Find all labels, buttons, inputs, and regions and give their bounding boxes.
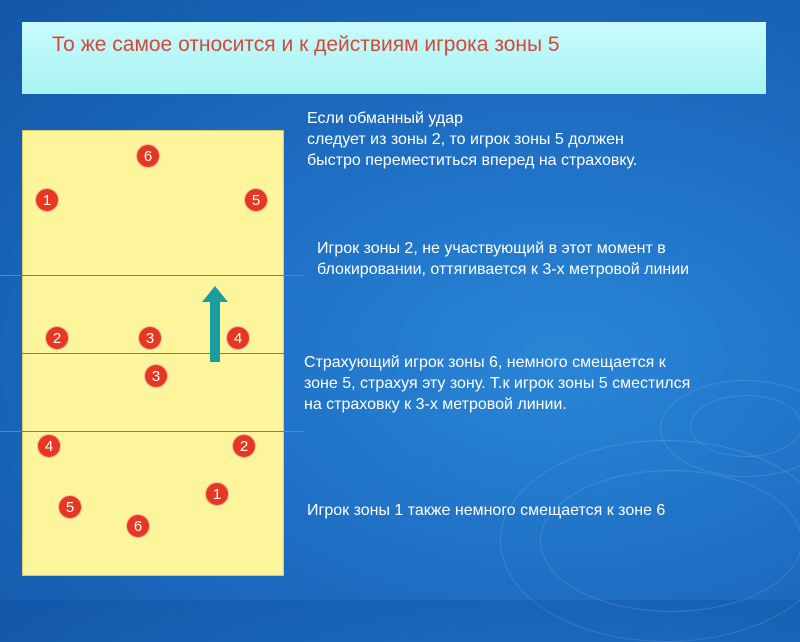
player-marker: 4: [227, 327, 249, 349]
title-banner: [22, 22, 766, 94]
player-marker: 1: [36, 189, 58, 211]
player-marker: 6: [137, 145, 159, 167]
player-marker: 3: [139, 327, 161, 349]
note-zone6-player: Страхующий игрок зоны 6, немного смещается к зоне 5, страхуя эту зону. Т.к игрок зоны 5 сместился на страховку к 3-х метровой линии.: [304, 354, 691, 413]
note-dump-shot: Если обманный удар следует из зоны 2, то игрок зоны 5 должен быстро переместиться вперед на страховку.: [307, 110, 638, 169]
slide-title: То же самое относится и к действиям игрока зоны 5: [52, 33, 560, 56]
note-zone2-player: Игрок зоны 2, не участвующий в этот момент в блокировании, оттягивается к 3-х метровой линии: [317, 240, 690, 278]
player-marker: 5: [245, 189, 267, 211]
player-marker: 5: [59, 496, 81, 518]
player-marker: 2: [46, 327, 68, 349]
player-marker: 2: [233, 435, 255, 457]
attack-line-bottom: [0, 431, 305, 432]
player-marker: 6: [127, 515, 149, 537]
note-zone1-player: Игрок зоны 1 также немного смещается к зоне 6: [307, 502, 666, 519]
player-marker: 3: [145, 365, 167, 387]
ripple-decoration: [500, 440, 800, 642]
net-line: [22, 353, 284, 354]
attack-line-top: [0, 275, 305, 276]
player-marker: 1: [206, 483, 228, 505]
movement-arrow: [210, 300, 220, 362]
player-marker: 4: [38, 435, 60, 457]
